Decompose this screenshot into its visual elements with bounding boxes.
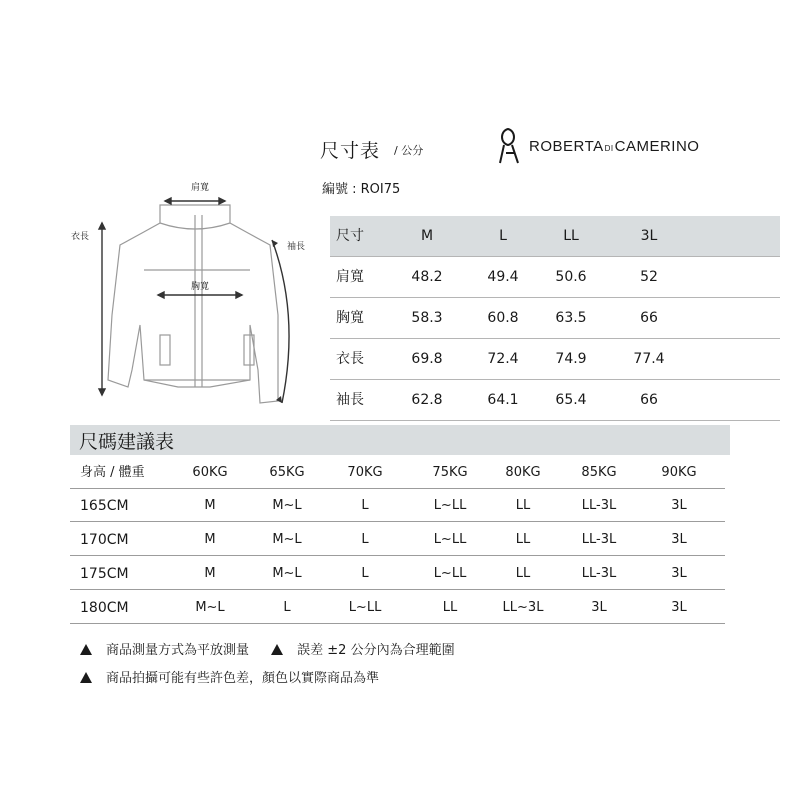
- product-code: 編號 : ROI75: [322, 182, 401, 197]
- note-measure: 商品測量方式為平放測量: [106, 643, 250, 658]
- recommend-cell: M~L: [272, 532, 302, 547]
- recommend-cell: 3L: [671, 566, 687, 581]
- note-line-1: [80, 639, 455, 658]
- recommend-cell: L~LL: [348, 600, 382, 615]
- triangle-icon: [271, 644, 283, 655]
- recommend-row-180: [70, 593, 725, 624]
- length-label: 衣長: [70, 232, 90, 242]
- height-label: 180CM: [80, 600, 129, 616]
- brand-name-di: DI: [604, 144, 614, 153]
- brand-name-last: CAMERINO: [614, 138, 700, 155]
- size-cell: 66: [640, 310, 658, 326]
- sleeve-label: 袖長: [286, 242, 306, 252]
- weight-col: 85KG: [581, 465, 617, 480]
- recommend-cell: L~LL: [433, 566, 467, 581]
- note-color: 商品拍攝可能有些許色差，顏色以實際商品為準: [106, 671, 380, 686]
- recommend-cell: 3L: [671, 532, 687, 547]
- recommend-cell: M~L: [272, 498, 302, 513]
- recommend-cell: M: [204, 566, 216, 581]
- unit-label: / 公分: [394, 144, 424, 157]
- recommend-cell: L: [361, 566, 369, 581]
- weight-col: 60KG: [192, 465, 228, 480]
- recommend-cell: LL: [515, 498, 531, 513]
- size-col-l: L: [499, 228, 507, 244]
- jacket-diagram: [60, 175, 320, 415]
- shoulder-label: 肩寬: [190, 183, 210, 193]
- size-cell: 60.8: [487, 310, 519, 326]
- recommend-cell: 3L: [671, 600, 687, 615]
- recommend-cell: L~LL: [433, 532, 467, 547]
- size-row-shoulder: [330, 257, 780, 298]
- recommend-cell: LL~3L: [502, 600, 544, 615]
- size-col-ll: LL: [563, 228, 579, 244]
- weight-col: 90KG: [661, 465, 697, 480]
- size-cell: 49.4: [487, 269, 519, 285]
- size-row-label: 胸寬: [336, 310, 364, 326]
- recommend-cell: 3L: [671, 498, 687, 513]
- triangle-icon: [80, 644, 92, 655]
- size-cell: 63.5: [555, 310, 587, 326]
- chest-label: 胸寬: [190, 282, 210, 292]
- recommend-cell: L~LL: [433, 498, 467, 513]
- recommend-row-175: [70, 559, 725, 590]
- height-label: 170CM: [80, 532, 129, 548]
- recommend-cell: L: [361, 532, 369, 547]
- recommend-cell: M: [204, 498, 216, 513]
- size-cell: 64.1: [487, 392, 519, 408]
- size-cell: 65.4: [555, 392, 587, 408]
- size-row-sleeve: [330, 380, 780, 421]
- size-row-label: 袖長: [336, 392, 364, 408]
- recommend-row-165: [70, 491, 725, 522]
- recommend-cell: LL: [442, 600, 458, 615]
- scarf-logo-icon: [500, 129, 518, 163]
- size-cell: 66: [640, 392, 658, 408]
- recommend-row-170: [70, 525, 725, 556]
- weight-col: 65KG: [269, 465, 305, 480]
- size-cell: 52: [640, 269, 658, 285]
- recommend-cell: LL-3L: [581, 566, 617, 581]
- size-row-label: 衣長: [336, 351, 364, 367]
- size-cell: 48.2: [411, 269, 443, 285]
- brand-name-first: ROBERTA: [529, 138, 604, 155]
- weight-col: 80KG: [505, 465, 541, 480]
- size-cell: 50.6: [555, 269, 587, 285]
- recommend-title: 尺碼建議表: [79, 431, 175, 453]
- size-row-chest: [330, 298, 780, 339]
- height-label: 175CM: [80, 566, 129, 582]
- brand-name: [529, 138, 699, 155]
- recommend-cell: LL-3L: [581, 532, 617, 547]
- triangle-icon: [80, 672, 92, 683]
- recommend-cell: M~L: [272, 566, 302, 581]
- recommend-cell: L: [361, 498, 369, 513]
- weight-col: 70KG: [347, 465, 383, 480]
- size-col-3l: 3L: [640, 228, 658, 244]
- size-col-label: 尺寸: [336, 228, 364, 244]
- recommend-cell: LL-3L: [581, 498, 617, 513]
- note-tolerance: 誤差 ±2 公分內為合理範圍: [297, 643, 455, 658]
- weight-col: 75KG: [432, 465, 468, 480]
- page-title: 尺寸表: [320, 140, 381, 162]
- recommend-cell: LL: [515, 566, 531, 581]
- size-cell: 72.4: [487, 351, 519, 367]
- recommend-cell: LL: [515, 532, 531, 547]
- recommend-cell: L: [283, 600, 291, 615]
- recommend-cell: M~L: [195, 600, 225, 615]
- size-cell: 74.9: [555, 351, 587, 367]
- height-label: 165CM: [80, 498, 129, 514]
- recommend-cell: M: [204, 532, 216, 547]
- size-cell: 62.8: [411, 392, 443, 408]
- size-cell: 77.4: [633, 351, 665, 367]
- size-table-header: [330, 216, 780, 257]
- recommend-cell: 3L: [591, 600, 607, 615]
- recommend-col-header: [70, 458, 725, 489]
- recommend-col-label: 身高 / 體重: [80, 465, 145, 480]
- size-row-length: [330, 339, 780, 380]
- note-line-2: [80, 667, 379, 686]
- size-col-m: M: [420, 228, 434, 244]
- size-cell: 69.8: [411, 351, 443, 367]
- size-row-label: 肩寬: [336, 269, 364, 285]
- size-cell: 58.3: [411, 310, 443, 326]
